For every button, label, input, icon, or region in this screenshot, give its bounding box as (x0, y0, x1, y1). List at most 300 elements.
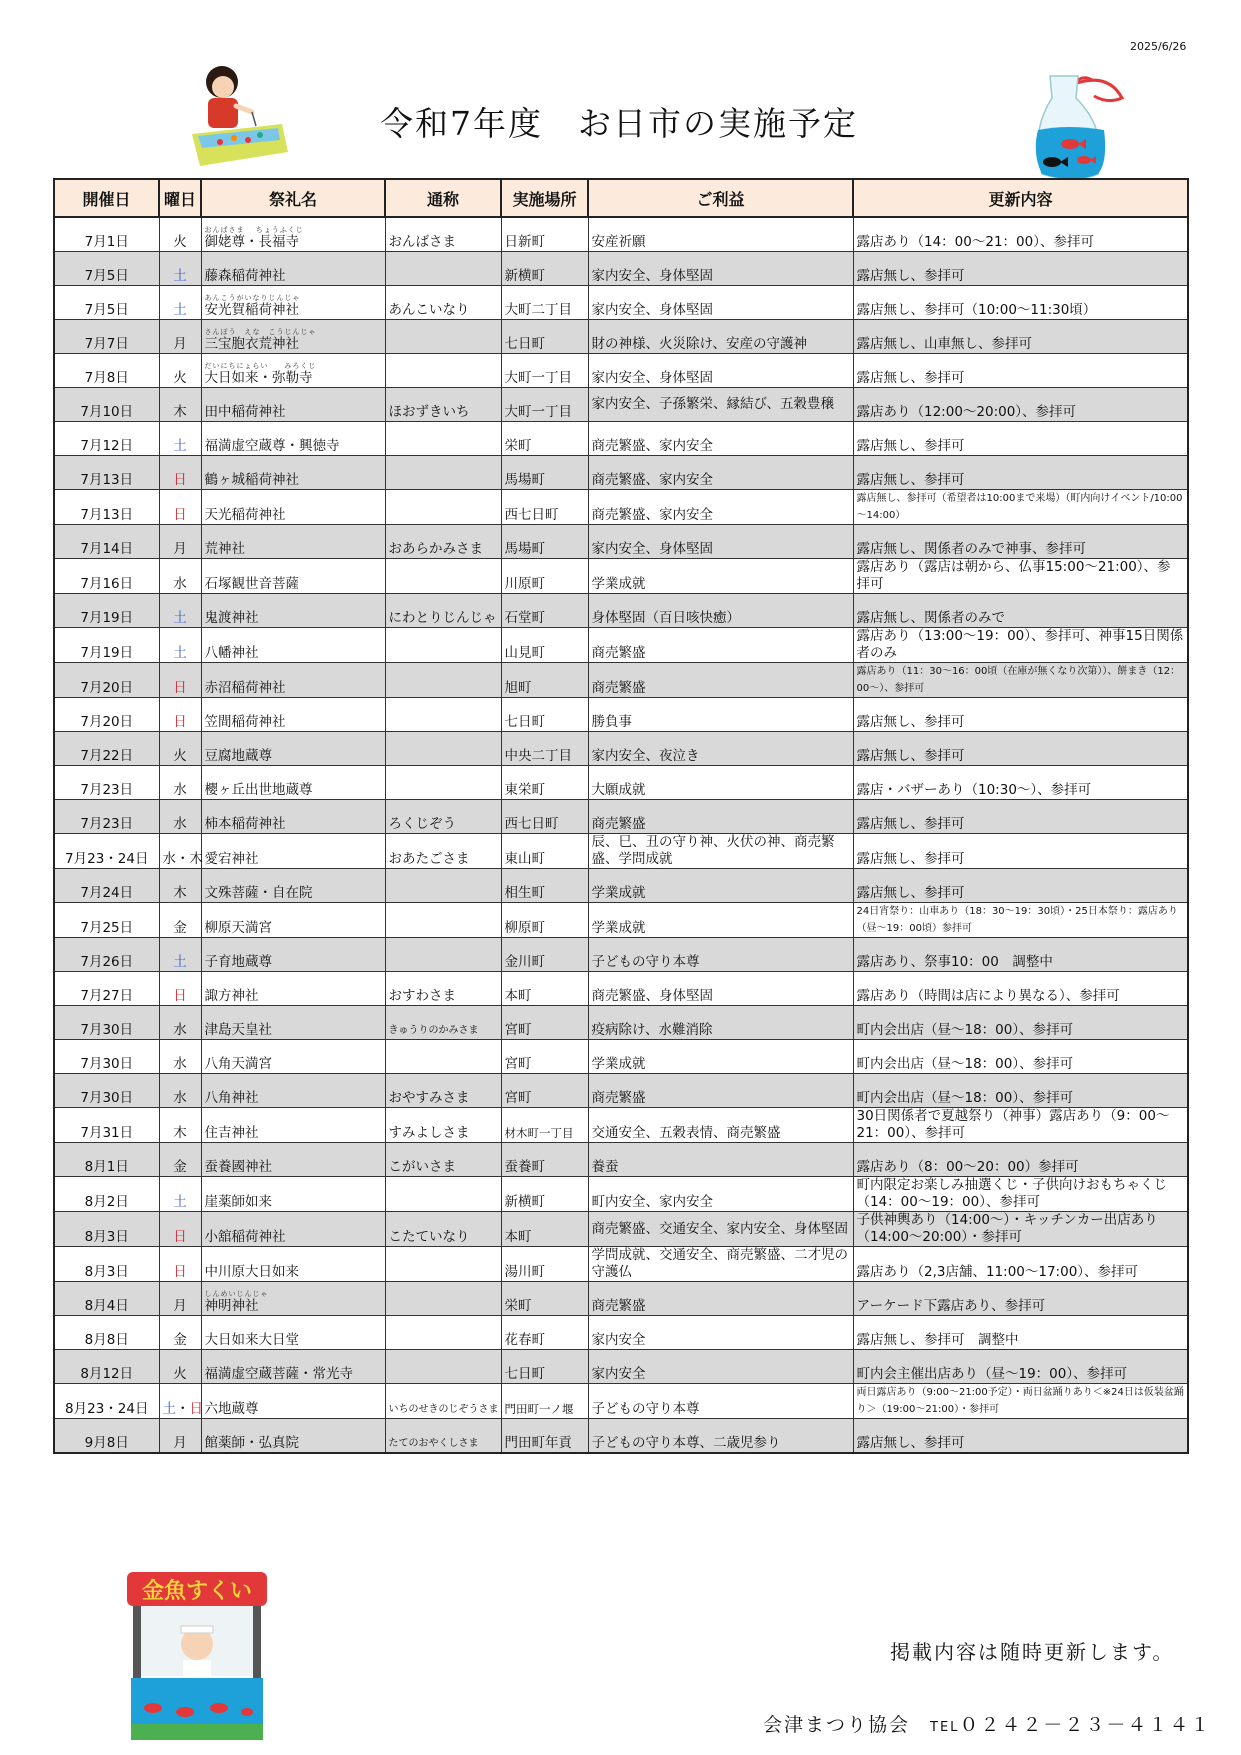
cell-benefit: 商売繁盛、身体堅固 (588, 972, 853, 1006)
cell-date: 8月12日 (54, 1350, 159, 1384)
cell-update: 露店あり（14：00～21：00）、参拝可 (853, 217, 1188, 252)
festival-ruby: しんめいじんじゃ (204, 1290, 269, 1298)
cell-festival (201, 628, 385, 663)
table-row (54, 456, 1188, 490)
cell-update: 露店無し、参拝可 (853, 800, 1188, 834)
cell-alias (385, 1316, 501, 1350)
table-row (54, 766, 1188, 800)
tel-label: TEL (930, 1720, 960, 1735)
festival-name: 豆腐地蔵尊 (204, 748, 272, 764)
cell-date: 8月4日 (54, 1282, 159, 1316)
table-row (54, 1247, 1188, 1282)
cell-date: 7月20日 (54, 663, 159, 698)
cell-place: 大町二丁目 (501, 286, 588, 320)
goldfish-stall-illustration (123, 1566, 271, 1744)
cell-weekday: 日 (159, 972, 201, 1006)
cell-alias (385, 663, 501, 698)
cell-weekday (159, 834, 201, 869)
header-benefit: ご利益 (588, 179, 853, 217)
cell-update: 露店無し、山車無し、参拝可 (853, 320, 1188, 354)
cell-benefit: 大願成就 (588, 766, 853, 800)
cell-weekday: 土 (159, 422, 201, 456)
table-row (54, 1282, 1188, 1316)
cell-place: 花春町 (501, 1316, 588, 1350)
cell-weekday: 土 (159, 938, 201, 972)
header-place: 実施場所 (501, 179, 588, 217)
cell-festival (201, 1419, 385, 1454)
weekday-separator: ・ (176, 1401, 190, 1417)
cell-benefit: 家内安全、身体堅固 (588, 252, 853, 286)
cell-place: 馬場町 (501, 456, 588, 490)
cell-weekday: 日 (159, 490, 201, 525)
table-row (54, 800, 1188, 834)
cell-alias: こたていなり (385, 1212, 501, 1247)
cell-update: 露店・バザーあり（10:30～）、参拝可 (853, 766, 1188, 800)
cell-place: 門田町一ノ堰 (501, 1384, 588, 1419)
cell-weekday: 土 (159, 286, 201, 320)
cell-update: 露店あり（11：30～16：00頃（在庫が無くなり次第））、餅まき（12：00～）、参拝可 (853, 663, 1188, 698)
cell-place: 新横町 (501, 252, 588, 286)
cell-benefit: 勝負事 (588, 698, 853, 732)
cell-weekday: 土 (159, 628, 201, 663)
festival-name: 笠間稲荷神社 (204, 714, 286, 730)
cell-update: 露店無し、参拝可 (853, 732, 1188, 766)
festival-name: 柿本稲荷神社 (204, 816, 286, 832)
table-row (54, 834, 1188, 869)
festival-name: 蚕養國神社 (204, 1159, 272, 1175)
cell-festival (201, 1282, 385, 1316)
header-update: 更新内容 (853, 179, 1188, 217)
cell-alias: こがいさま (385, 1143, 501, 1177)
festival-name: 天光稲荷神社 (204, 507, 286, 523)
table-row (54, 1350, 1188, 1384)
cell-festival (201, 1108, 385, 1143)
table-row (54, 1074, 1188, 1108)
table-row (54, 938, 1188, 972)
cell-date: 7月22日 (54, 732, 159, 766)
cell-weekday: 日 (159, 1212, 201, 1247)
cell-weekday: 木 (159, 869, 201, 903)
cell-festival (201, 869, 385, 903)
organization-name: 会津まつり協会 (763, 1714, 911, 1736)
cell-festival (201, 834, 385, 869)
festival-name: 荒神社 (204, 541, 245, 557)
cell-update: 24日宵祭り：山車あり（18：30～19：30頃）・25日本祭り：露店あり（昼～19：00頃）参拝可 (853, 903, 1188, 938)
cell-weekday: 金 (159, 1316, 201, 1350)
table-row (54, 698, 1188, 732)
cell-festival (201, 1040, 385, 1074)
cell-benefit: 学業成就 (588, 559, 853, 594)
cell-festival (201, 525, 385, 559)
cell-place: 川原町 (501, 559, 588, 594)
document-date: 2025/6/26 (1130, 40, 1187, 53)
table-row (54, 320, 1188, 354)
cell-update: 町内会主催出店あり（昼～19：00）、参拝可 (853, 1350, 1188, 1384)
cell-place: 中央二丁目 (501, 732, 588, 766)
cell-date: 7月8日 (54, 354, 159, 388)
cell-benefit: 家内安全、身体堅固 (588, 525, 853, 559)
table-row (54, 1316, 1188, 1350)
cell-date: 7月16日 (54, 559, 159, 594)
cell-update: 町内会出店（昼～18：00）、参拝可 (853, 1006, 1188, 1040)
cell-update: 露店無し、関係者のみで神事、参拝可 (853, 525, 1188, 559)
cell-update: 露店あり（露店は朝から、仏事15:00～21:00）、参拝可 (853, 559, 1188, 594)
cell-weekday: 月 (159, 1419, 201, 1454)
cell-place: 宮町 (501, 1040, 588, 1074)
cell-place: 柳原町 (501, 903, 588, 938)
festival-name: 福満虚空蔵尊・興徳寺 (204, 438, 340, 454)
cell-weekday: 金 (159, 903, 201, 938)
cell-festival (201, 559, 385, 594)
cell-weekday: 水 (159, 559, 201, 594)
cell-place: 本町 (501, 972, 588, 1006)
cell-update: 露店無し、参拝可 調整中 (853, 1316, 1188, 1350)
cell-place: 大町一丁目 (501, 354, 588, 388)
festival-name: 諏方神社 (204, 988, 259, 1004)
cell-weekday: 水 (159, 800, 201, 834)
weekday-part: 日 (189, 1401, 203, 1417)
cell-weekday: 土 (159, 252, 201, 286)
cell-alias: すみよしさま (385, 1108, 501, 1143)
cell-place: 西七日町 (501, 800, 588, 834)
cell-date: 7月14日 (54, 525, 159, 559)
cell-place: 大町一丁目 (501, 388, 588, 422)
cell-benefit: 商売繁盛、家内安全 (588, 490, 853, 525)
festival-name: 津島天皇社 (204, 1022, 272, 1038)
festival-name: 鶴ヶ城稲荷神社 (204, 472, 299, 488)
cell-date: 7月24日 (54, 869, 159, 903)
cell-weekday: 月 (159, 320, 201, 354)
cell-update: 露店無し、関係者のみで (853, 594, 1188, 628)
festival-name: 文殊菩薩・自在院 (204, 885, 313, 901)
table-row (54, 869, 1188, 903)
cell-benefit: 家内安全、子孫繁栄、縁結び、五穀豊穣 (588, 388, 853, 422)
cell-place: 相生町 (501, 869, 588, 903)
cell-festival (201, 594, 385, 628)
cell-festival (201, 1247, 385, 1282)
cell-benefit: 辰、巳、丑の守り神、火伏の神、商売繁盛、学問成就 (588, 834, 853, 869)
cell-update: アーケード下露店あり、参拝可 (853, 1282, 1188, 1316)
cell-date: 7月5日 (54, 252, 159, 286)
cell-weekday: 水 (159, 1006, 201, 1040)
cell-date: 7月27日 (54, 972, 159, 1006)
table-row (54, 1419, 1188, 1454)
cell-festival (201, 456, 385, 490)
cell-benefit: 学業成就 (588, 1040, 853, 1074)
table-row (54, 1384, 1188, 1419)
cell-place: 栄町 (501, 422, 588, 456)
festival-name: 安光賀稲荷神社 (204, 302, 299, 318)
cell-date: 8月23・24日 (54, 1384, 159, 1419)
cell-alias (385, 903, 501, 938)
cell-date: 7月10日 (54, 388, 159, 422)
cell-alias (385, 456, 501, 490)
festival-ruby: おんばさま ちょうふくじ (204, 226, 304, 234)
cell-date: 8月8日 (54, 1316, 159, 1350)
header-date: 開催日 (54, 179, 159, 217)
cell-place: 西七日町 (501, 490, 588, 525)
header-alias: 通称 (385, 179, 501, 217)
cell-alias (385, 422, 501, 456)
cell-festival (201, 422, 385, 456)
header-weekday: 曜日 (159, 179, 201, 217)
cell-place: 宮町 (501, 1006, 588, 1040)
cell-date: 8月3日 (54, 1247, 159, 1282)
cell-benefit: 養蚕 (588, 1143, 853, 1177)
cell-weekday (159, 1384, 201, 1419)
cell-alias (385, 732, 501, 766)
cell-weekday: 水 (159, 766, 201, 800)
cell-place: 本町 (501, 1212, 588, 1247)
cell-weekday: 火 (159, 354, 201, 388)
cell-alias: ほおずきいち (385, 388, 501, 422)
cell-alias: おあらかみさま (385, 525, 501, 559)
festival-ruby: さんぽう えな こうじんじゃ (204, 328, 317, 336)
cell-weekday: 火 (159, 1350, 201, 1384)
cell-update: 露店あり（13:00～19：00）、参拝可、神事15日関係者のみ (853, 628, 1188, 663)
cell-place: 門田町年貢 (501, 1419, 588, 1454)
cell-weekday: 日 (159, 1247, 201, 1282)
cell-place: 湯川町 (501, 1247, 588, 1282)
goldfish-bag-illustration (1012, 70, 1132, 185)
cell-weekday: 火 (159, 732, 201, 766)
cell-alias (385, 559, 501, 594)
cell-festival (201, 903, 385, 938)
weekday-part: 水 (162, 851, 176, 867)
cell-benefit: 商売繁盛、交通安全、家内安全、身体堅固 (588, 1212, 853, 1247)
festival-name: 田中稲荷神社 (204, 404, 286, 420)
table-row (54, 217, 1188, 252)
cell-date: 8月1日 (54, 1143, 159, 1177)
cell-benefit: 町内安全、家内安全 (588, 1177, 853, 1212)
festival-name: 小舘稲荷神社 (204, 1229, 286, 1245)
cell-festival (201, 1316, 385, 1350)
festival-name: 八幡神社 (204, 645, 259, 661)
cell-weekday: 水 (159, 1040, 201, 1074)
cell-festival (201, 732, 385, 766)
cell-festival (201, 800, 385, 834)
cell-alias: おすわさま (385, 972, 501, 1006)
cell-update: 露店無し、参拝可 (853, 869, 1188, 903)
cell-alias (385, 490, 501, 525)
festival-name: 館薬師・弘真院 (204, 1435, 299, 1451)
cell-benefit: 子どもの守り本尊 (588, 938, 853, 972)
cell-date: 7月31日 (54, 1108, 159, 1143)
cell-benefit: 安産祈願 (588, 217, 853, 252)
table-row (54, 1006, 1188, 1040)
cell-update: 露店無し、参拝可 (853, 1419, 1188, 1454)
cell-benefit: 商売繁盛、家内安全 (588, 422, 853, 456)
cell-date: 7月23日 (54, 766, 159, 800)
cell-benefit: 商売繁盛 (588, 663, 853, 698)
table-row (54, 525, 1188, 559)
festival-name: 三宝胞衣荒神社 (204, 336, 299, 352)
cell-benefit: 家内安全、身体堅固 (588, 354, 853, 388)
cell-update: 露店無し、参拝可 (853, 834, 1188, 869)
cell-date: 7月7日 (54, 320, 159, 354)
cell-place: 七日町 (501, 320, 588, 354)
cell-place: 日新町 (501, 217, 588, 252)
festival-name: 六地蔵尊 (204, 1401, 259, 1417)
weekday-separator: ・ (176, 851, 190, 867)
cell-place: 旭町 (501, 663, 588, 698)
cell-date: 7月20日 (54, 698, 159, 732)
table-row (54, 559, 1188, 594)
cell-alias: きゅうりのかみさま (385, 1006, 501, 1040)
cell-alias (385, 938, 501, 972)
cell-weekday: 日 (159, 698, 201, 732)
cell-date: 7月26日 (54, 938, 159, 972)
cell-benefit: 子どもの守り本尊 (588, 1384, 853, 1419)
festival-ruby: あんこうがいなりじんじゃ (204, 294, 301, 302)
festival-ruby: だいにちにょらい みろくじ (204, 362, 317, 370)
cell-festival (201, 1350, 385, 1384)
festival-name: 鬼渡神社 (204, 610, 259, 626)
table-row (54, 594, 1188, 628)
cell-place: 蚕養町 (501, 1143, 588, 1177)
cell-date: 9月8日 (54, 1419, 159, 1454)
table-row (54, 628, 1188, 663)
table-header-row (54, 179, 1188, 217)
cell-benefit: 商売繁盛 (588, 800, 853, 834)
cell-date: 7月30日 (54, 1074, 159, 1108)
cell-festival (201, 663, 385, 698)
cell-update: 露店無し、参拝可（希望者は10:00まで来場）（町内向けイベント/10:00～14:00） (853, 490, 1188, 525)
cell-place: 馬場町 (501, 525, 588, 559)
organization-contact (763, 1710, 1211, 1737)
cell-festival (201, 1177, 385, 1212)
cell-benefit: 商売繁盛 (588, 1282, 853, 1316)
cell-festival (201, 1212, 385, 1247)
cell-alias: いちのせきのじぞうさま (385, 1384, 501, 1419)
table-row (54, 1143, 1188, 1177)
cell-alias (385, 766, 501, 800)
cell-benefit: 学問成就、交通安全、商売繁盛、二才児の守護仏 (588, 1247, 853, 1282)
cell-update: 露店無し、参拝可（10:00～11:30頃） (853, 286, 1188, 320)
cell-festival (201, 766, 385, 800)
weekday-part: 土 (162, 1401, 176, 1417)
cell-benefit: 身体堅固（百日咳快癒） (588, 594, 853, 628)
cell-date: 7月13日 (54, 456, 159, 490)
cell-alias (385, 354, 501, 388)
festival-name: 八角神社 (204, 1090, 259, 1106)
cell-place: 東山町 (501, 834, 588, 869)
cell-date: 8月2日 (54, 1177, 159, 1212)
tel-number: ０２４２－２３－４１４１ (959, 1714, 1212, 1736)
cell-alias: おやすみさま (385, 1074, 501, 1108)
festival-name: 崖薬師如来 (204, 1194, 272, 1210)
festival-name: 柳原天満宮 (204, 920, 272, 936)
cell-date: 7月30日 (54, 1040, 159, 1074)
cell-benefit: 財の神様、火災除け、安産の守護神 (588, 320, 853, 354)
festival-name: 神明神社 (204, 1298, 259, 1314)
cell-alias (385, 869, 501, 903)
cell-festival (201, 972, 385, 1006)
cell-benefit: 子どもの守り本尊、二歳児参り (588, 1419, 853, 1454)
update-notice: 掲載内容は随時更新します。 (890, 1640, 1175, 1664)
table-row (54, 252, 1188, 286)
cell-festival (201, 1006, 385, 1040)
cell-alias (385, 252, 501, 286)
cell-alias (385, 1177, 501, 1212)
cell-update: 露店あり、祭事10：00 調整中 (853, 938, 1188, 972)
cell-alias: たてのおやくしさま (385, 1419, 501, 1454)
cell-alias: あんこいなり (385, 286, 501, 320)
cell-festival (201, 286, 385, 320)
cell-date: 7月1日 (54, 217, 159, 252)
cell-festival (201, 938, 385, 972)
cell-alias (385, 320, 501, 354)
cell-update: 露店あり（時間は店により異なる）、参拝可 (853, 972, 1188, 1006)
cell-update: 露店あり（12:00～20:00）、参拝可 (853, 388, 1188, 422)
cell-update: 子供神輿あり（14:00～）・キッチンカー出店あり（14:00～20:00）・参拝可 (853, 1212, 1188, 1247)
cell-date: 7月23・24日 (54, 834, 159, 869)
festival-name: 赤沼稲荷神社 (204, 680, 286, 696)
festival-name: 大日如来大日堂 (204, 1332, 299, 1348)
cell-weekday: 日 (159, 456, 201, 490)
festival-name: 藤森稲荷神社 (204, 268, 286, 284)
cell-weekday: 日 (159, 663, 201, 698)
cell-update: 露店無し、参拝可 (853, 252, 1188, 286)
table-row (54, 1108, 1188, 1143)
cell-alias: にわとりじんじゃ (385, 594, 501, 628)
cell-festival (201, 1384, 385, 1419)
cell-date: 7月5日 (54, 286, 159, 320)
cell-weekday: 金 (159, 1143, 201, 1177)
cell-festival (201, 1143, 385, 1177)
cell-benefit: 交通安全、五穀表情、商売繁盛 (588, 1108, 853, 1143)
schedule-table (53, 178, 1189, 1454)
cell-update: 町内会出店（昼～18：00）、参拝可 (853, 1074, 1188, 1108)
cell-festival (201, 320, 385, 354)
cell-festival (201, 490, 385, 525)
cell-update: 露店無し、参拝可 (853, 698, 1188, 732)
table-row (54, 422, 1188, 456)
cell-update: 露店あり（2,3店舗、11:00～17:00）、参拝可 (853, 1247, 1188, 1282)
cell-alias (385, 628, 501, 663)
cell-date: 7月19日 (54, 594, 159, 628)
table-row (54, 286, 1188, 320)
cell-place: 宮町 (501, 1074, 588, 1108)
cell-weekday: 木 (159, 388, 201, 422)
cell-alias (385, 1350, 501, 1384)
page-title: 令和7年度 お日市の実施予定 (380, 104, 858, 143)
cell-benefit: 家内安全 (588, 1350, 853, 1384)
cell-alias: おんばさま (385, 217, 501, 252)
cell-weekday: 木 (159, 1108, 201, 1143)
cell-date: 8月3日 (54, 1212, 159, 1247)
cell-alias: ろくじぞう (385, 800, 501, 834)
cell-weekday: 月 (159, 525, 201, 559)
festival-name: 御姥尊・長福寺 (204, 234, 299, 250)
cell-update: 30日関係者で夏越祭り（神事）露店あり（9：00～21：00）、参拝可 (853, 1108, 1188, 1143)
table-row (54, 354, 1188, 388)
cell-date: 7月30日 (54, 1006, 159, 1040)
cell-date: 7月25日 (54, 903, 159, 938)
table-row (54, 972, 1188, 1006)
cell-update: 露店無し、参拝可 (853, 422, 1188, 456)
cell-place: 金川町 (501, 938, 588, 972)
table-row (54, 903, 1188, 938)
cell-alias (385, 1282, 501, 1316)
cell-weekday: 土 (159, 1177, 201, 1212)
cell-festival (201, 217, 385, 252)
cell-update: 露店無し、参拝可 (853, 456, 1188, 490)
table-row (54, 1212, 1188, 1247)
cell-festival (201, 354, 385, 388)
cell-update: 両日露店あり（9:00～21:00予定）・両日盆踊りあり＜※24日は仮装盆踊り＞（19:00～21:00）・参拝可 (853, 1384, 1188, 1419)
table-row (54, 663, 1188, 698)
